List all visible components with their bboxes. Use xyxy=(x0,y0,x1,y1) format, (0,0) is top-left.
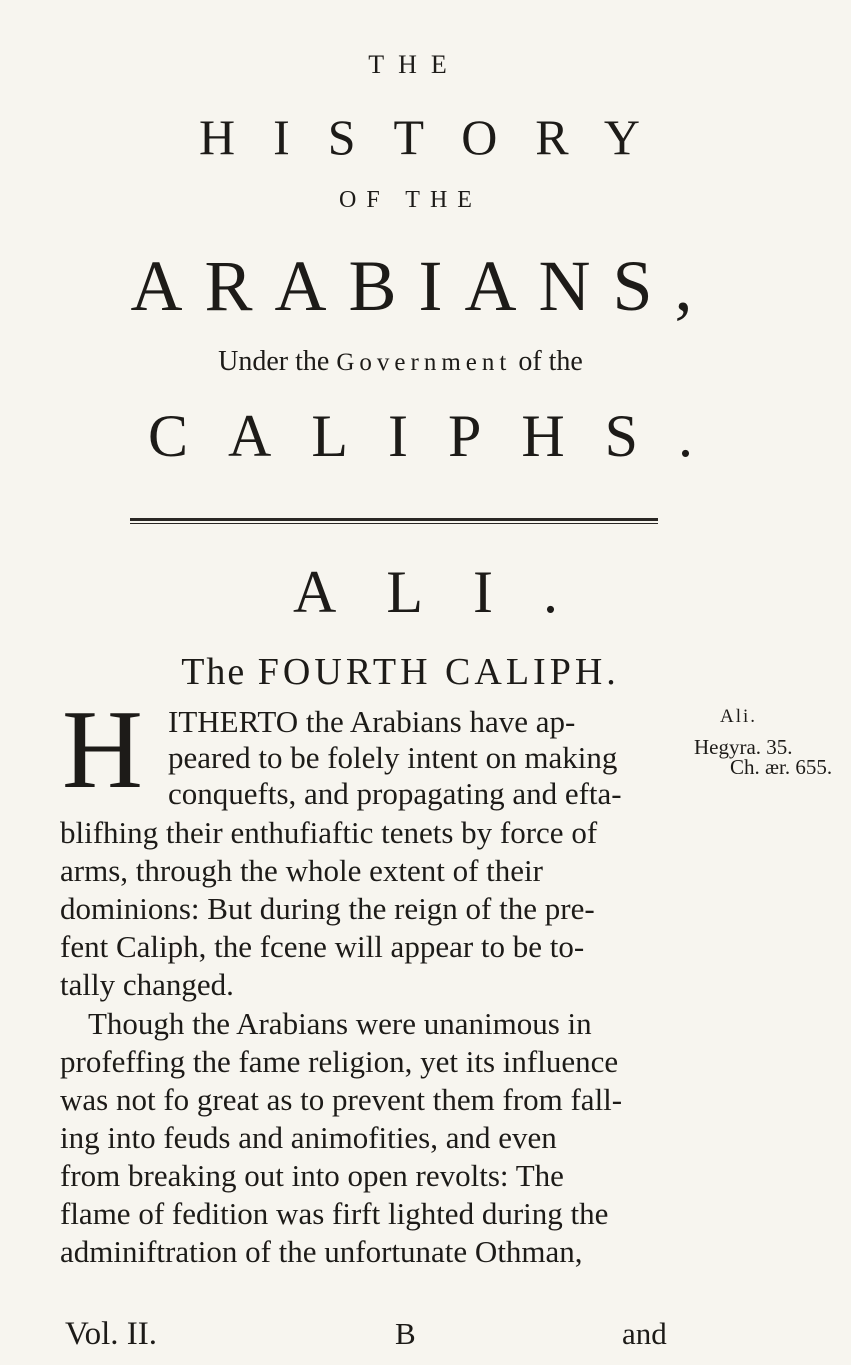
title-of-the: OF THE xyxy=(339,187,482,213)
title-under-government xyxy=(0,346,801,378)
title-history: HISTORY xyxy=(198,109,678,165)
body-line: adminiftration of the unfortunate Othman, xyxy=(60,1234,583,1269)
chapter-heading: ALI. xyxy=(293,559,608,625)
body-line: ing into feuds and animofities, and even xyxy=(60,1120,557,1155)
body-line: flame of fedition was firft lighted during the xyxy=(60,1196,609,1231)
title-arabians: ARABIANS, xyxy=(130,246,715,326)
volume-label: Vol. II. xyxy=(65,1316,157,1352)
margin-note-christian-era: Ch. ær. 655. xyxy=(730,755,833,779)
body-line: fent Caliph, the fcene will appear to be to- xyxy=(60,929,585,964)
body-line: tally changed. xyxy=(60,967,234,1002)
margin-note-hegyra: Hegyra. 35. xyxy=(694,735,793,759)
under-government: Government xyxy=(336,349,512,376)
body-line: peared to be folely intent on making xyxy=(168,740,618,775)
margin-note xyxy=(694,702,833,782)
body-line: blifhing their enthufiaftic tenets by force of xyxy=(60,815,598,850)
body-line: from breaking out into open revolts: The xyxy=(60,1158,564,1193)
drop-capital: H xyxy=(62,688,141,812)
subheading-caps: FOURTH CALIPH. xyxy=(257,651,620,693)
body-line: was not fo great as to prevent them from fall- xyxy=(60,1082,623,1117)
title-divider-rule xyxy=(130,518,658,524)
body-line: profeffing the fame religion, yet its influence xyxy=(60,1044,619,1079)
margin-note-name: Ali. xyxy=(720,706,758,727)
under-prefix: Under the xyxy=(218,346,337,377)
body-line: conquefts, and propagating and efta- xyxy=(168,776,622,811)
body-line: arms, through the whole extent of their xyxy=(60,853,543,888)
body-line: Though the Arabians were unanimous in xyxy=(88,1006,592,1041)
under-suffix: of the xyxy=(511,346,583,377)
title-caliphs: CALIPHS. xyxy=(147,403,734,469)
subheading-prefix: The xyxy=(181,651,258,693)
signature-mark: B xyxy=(395,1316,416,1351)
body-line: dominions: But during the reign of the pre- xyxy=(60,891,595,926)
title-the: THE xyxy=(368,50,461,79)
catchword: and xyxy=(622,1316,667,1351)
body-line: ITHERTO the Arabians have ap- xyxy=(168,704,576,739)
